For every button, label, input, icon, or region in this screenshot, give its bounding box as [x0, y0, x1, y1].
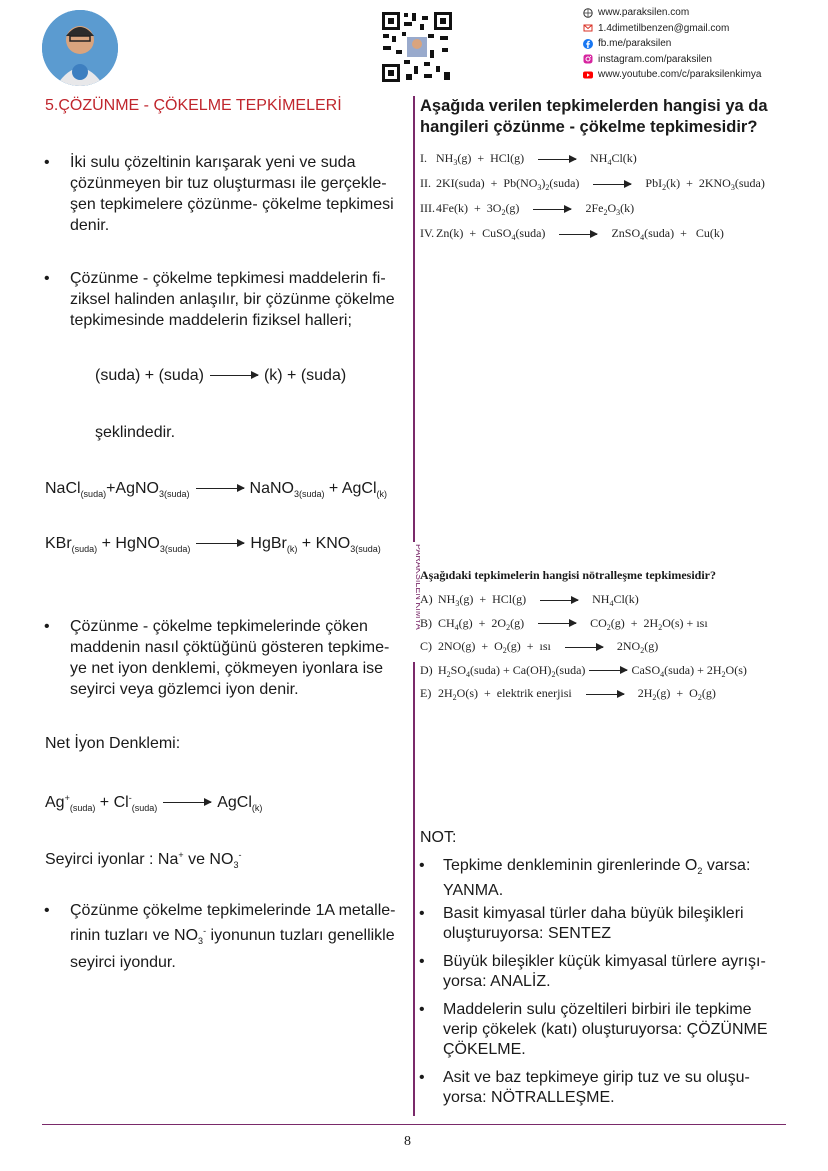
- reaction-arrow: [565, 647, 603, 648]
- qr-code[interactable]: [380, 10, 454, 84]
- youtube-icon: [583, 70, 593, 80]
- globe-icon: [583, 8, 593, 18]
- bullet-dot: •: [44, 618, 50, 635]
- question-2: Aşağıdaki tepkimelerin hangisi nötralleşme tepkimesidir?: [420, 568, 717, 582]
- reaction-arrow: [538, 159, 576, 160]
- option-e: E) $2H_2O(s)$ + elektrik enerjisi $2H_2(g) + O_2(g)$: [420, 686, 716, 702]
- contact-website[interactable]: www.paraksilen.com: [583, 5, 761, 21]
- reaction-arrow: [586, 694, 624, 695]
- question-1-options: [420, 148, 765, 248]
- note-item: • Maddelerin sulu çözeltileri birbiri ile tepkime verip çökelek (katı) oluşturuyorsa: ÇÖZÜNME ÇÖKELME.: [419, 1001, 768, 1058]
- general-reaction: (suda) + (suda) (k) + (suda): [95, 367, 347, 384]
- question-2-options: [420, 590, 747, 708]
- bullet-paragraph-4: • Çözünme çökelme tepkimelerinde 1A metalle- rinin tuzları ve $NO_3^-$ iyonunun tuzları genellikle seyirci iyondur.: [44, 902, 396, 971]
- question-1: Aşağıda verilen tepkimelerden hangisi ya da hangileri çözünme - çökelme tepkimesidir?: [420, 97, 768, 136]
- note-item: • Büyük bileşikler küçük kimyasal türlere ayrışı- yorsa: ANALİZ.: [419, 953, 766, 990]
- reaction-arrow: [593, 184, 631, 185]
- option-iii: $III.4Fe(k) + 3O_2(g)$ $2Fe_2O_3(k)$: [420, 201, 635, 217]
- bullet-dot: •: [44, 154, 50, 171]
- section-title: 5.ÇÖZÜNME - ÇÖKELME TEPKİMELERİ: [45, 97, 342, 114]
- note-title: NOT:: [420, 829, 457, 846]
- page-number: 8: [404, 1134, 411, 1149]
- contact-list: [583, 5, 761, 83]
- instagram-icon: [583, 54, 593, 64]
- note-item: • Tepkime denkleminin girenlerinde $O_2$ varsa: YANMA.: [419, 857, 751, 899]
- net-ion-title: Net İyon Denklemi:: [45, 735, 181, 752]
- note-item: • Asit ve baz tepkimeye girip tuz ve su oluşu- yorsa: NÖTRALLEŞME.: [419, 1069, 750, 1106]
- option-ii: II. 2KI(suda) + $Pb(NO_3)_2(suda) PbI_2(k)$ + $2KNO_3(suda)$: [420, 176, 765, 192]
- contact-facebook[interactable]: fb.me/paraksilen: [583, 36, 761, 52]
- spectator-ions: Seyirci iyonlar : Na+ ve $NO_3^-$: [45, 850, 242, 870]
- bullet-paragraph-3: • Çözünme - çökelme tepkimelerinde çöken maddenin nasıl çöktüğünü gösteren tepkime- ye net iyon denklemi, çökmeyen iyonlara ise seyirci veya gözlemci iyon denir.: [44, 618, 390, 698]
- option-b: B) $CH_4(g) + 2O_2(g) CO_2(g) + 2H_2O(s)$ + ısı: [420, 615, 708, 632]
- bullet-paragraph-1: • İki sulu çözeltinin karışarak yeni ve suda çözünmeyen bir tuz oluşturması ile gerçekle- şen tepkimelere çözünme- çökelme tepkimesi denir.: [44, 154, 394, 234]
- reaction-arrow: [538, 623, 576, 624]
- net-ion-equation: $Ag^+_{(suda)} + Cl^-_{(suda)}$ AgCl$_{(k)}$: [45, 793, 263, 813]
- footer-rule: [42, 1124, 786, 1125]
- reaction-arrow: [196, 543, 244, 544]
- reaction-arrow: [196, 488, 244, 489]
- reaction-arrow: [589, 670, 627, 671]
- gmail-icon: [583, 23, 593, 33]
- author-avatar: [42, 10, 118, 86]
- reaction-arrow: [210, 375, 258, 376]
- side-watermark: [404, 542, 420, 662]
- reaction-arrow: [559, 234, 597, 235]
- example-reaction-1: NaCl$_{(suda)}$+AgNO$_{3(suda)}$ NaNO$_{3(suda)}$ + AgCl$_{(k)}$: [45, 480, 388, 499]
- option-c: C) $2NO(g) + O_2(g)$ + ısı $2NO_2(g)$: [420, 639, 659, 655]
- bullet-dot: •: [44, 902, 50, 919]
- bullet-dot: •: [44, 270, 50, 287]
- example-reaction-2: KBr$_{(suda)}$ + HgNO$_{3(suda)}$ HgBr$_{(k)}$ + $KNO_{3(suda)}$: [45, 535, 381, 554]
- reaction-arrow: [163, 802, 211, 803]
- reaction-arrow: [540, 600, 578, 601]
- seklinde-text: şeklindedir.: [95, 424, 176, 441]
- option-iv: IV. Zn(k) + CuSO$_4$(suda) ZnSO$_4$(suda) + Cu(k): [420, 226, 724, 242]
- contact-youtube[interactable]: www.youtube.com/c/paraksilenkimya: [583, 67, 761, 83]
- option-d: D) $H_2SO_4(suda)$ + $Ca(OH)_2(suda)$ CaSO$_4$(suda) + $2H_2O(s)$: [420, 662, 747, 679]
- contact-email[interactable]: 1.4dimetilbenzen@gmail.com: [583, 21, 761, 37]
- option-a: A) $NH_3(g) + HCl(g)$ $NH_4Cl(k)$: [420, 592, 639, 608]
- bullet-paragraph-2: • Çözünme - çökelme tepkimesi maddelerin fi- ziksel halinden anlaşılır, bir çözünme çökelme tepkimesinde maddelerin fiziksel halleri;: [44, 270, 395, 329]
- svg-text:PARAKSİLEN KİMYA: PARAKSİLEN KİMYA: [414, 544, 420, 630]
- option-i: I. $NH_3(g) + HCl(g)$ $NH_4Cl(k)$: [420, 151, 637, 167]
- note-item: • Basit kimyasal türler daha büyük bileşikleri oluşturuyorsa: SENTEZ: [419, 905, 744, 942]
- facebook-icon: [583, 39, 593, 49]
- reaction-arrow: [533, 209, 571, 210]
- contact-instagram[interactable]: instagram.com/paraksilen: [583, 52, 761, 68]
